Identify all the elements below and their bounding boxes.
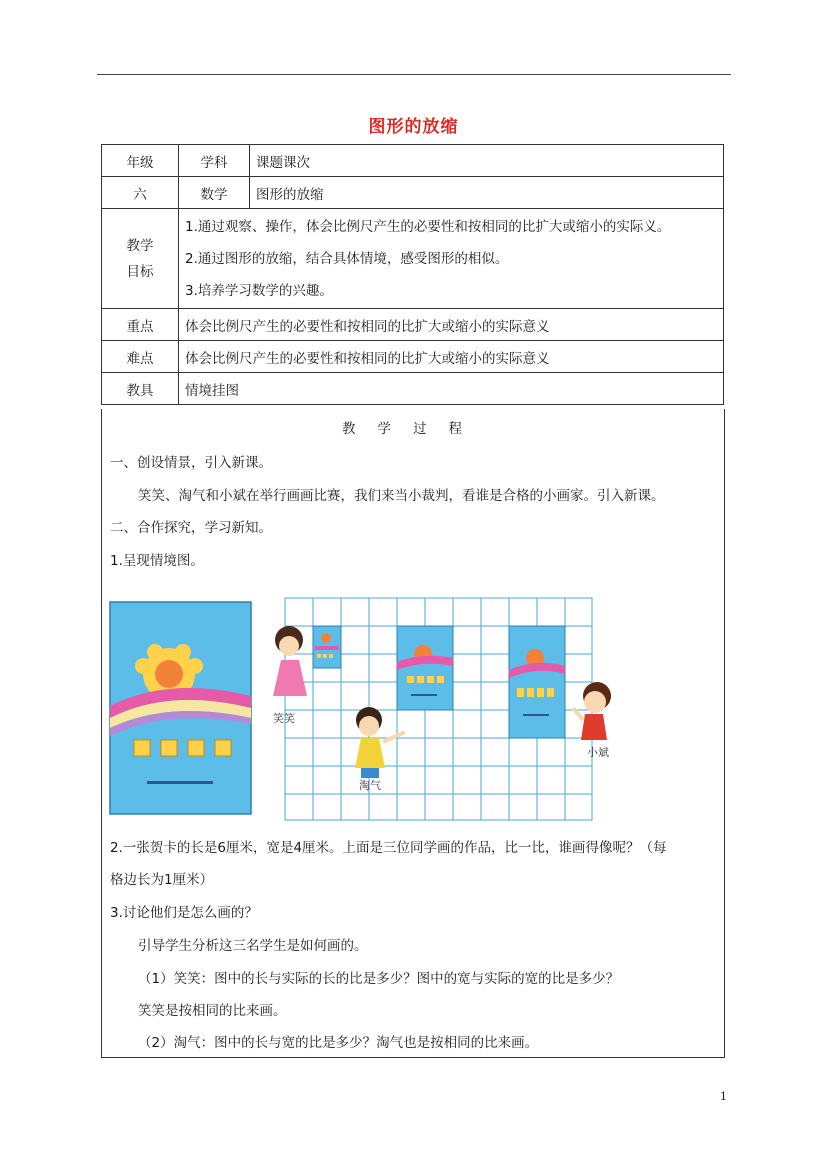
process-title: 教学过程 [342,421,484,437]
medium-drawing [397,626,453,710]
process-line: 笑笑是按相同的比来画。 [138,1003,287,1019]
table-row [102,309,724,341]
goals-label [102,209,179,309]
header-rule [97,74,731,75]
process-line: （1）笑笑：图中的长与实际的长的比是多少？图中的宽与实际的宽的比是多少？ [138,971,620,987]
process-line: 3.讨论他们是怎么画的？ [110,905,258,921]
goals-cell [179,209,724,309]
greeting-card [110,602,251,814]
page-title: 图形的放缩 [368,117,459,137]
key-label: 重点 [102,309,179,341]
table-row [102,209,724,309]
process-line: 笑笑、淘气和小斌在举行画画比赛，我们来当小裁判，看谁是合格的小画家。引入新课。 [138,488,665,504]
process-line: 一、创设情景，引入新课。 [110,455,272,471]
key-text: 体会比例尺产生的必要性和按相同的比扩大或缩小的实际意义 [179,309,724,341]
grade-value: 六 [102,177,179,209]
page-number: 1 [720,1090,727,1103]
subject-value: 数学 [179,177,250,209]
goal-item: 1.通过观察、操作，体会比例尺产生的必要性和按相同的比扩大或缩小的实际义。 [185,218,671,235]
table-row [102,373,724,405]
process-line: 1.呈现情境图。 [110,553,204,569]
tools-text: 情境挂图 [179,373,724,405]
xiaobin-label: 小斌 [587,746,609,759]
tall-drawing [509,626,565,738]
process-line: 2.一张贺卡的长是6厘米，宽是4厘米。上面是三位同学画的作品，比一比，谁画得像呢？（每 [110,840,667,856]
goals-label-line: 目标 [126,263,154,280]
difficult-text: 体会比例尺产生的必要性和按相同的比扩大或缩小的实际意义 [179,341,724,373]
subject-header: 学科 [179,145,250,177]
difficult-label: 难点 [102,341,179,373]
process-line: （2）淘气：图中的长与宽的比是多少？淘气也是按相同的比来画。 [138,1035,539,1051]
table-row [102,145,724,177]
goals-label-line: 教学 [126,237,154,254]
taoqi-label: 淘气 [359,779,381,792]
xiaoxiao-label: 笑笑 [273,712,295,725]
lesson-value: 图形的放缩 [250,177,724,209]
table-row [102,341,724,373]
process-line: 二、合作探究，学习新知。 [110,520,272,536]
process-line: 引导学生分析这三名学生是如何画的。 [138,938,368,954]
goal-item: 2.通过图形的放缩，结合具体情境，感受图形的相似。 [185,250,509,267]
scene-illustration [109,596,609,821]
process-line: 格边长为1厘米） [110,872,214,888]
tools-label: 教具 [102,373,179,405]
lesson-header: 课题课次 [250,145,724,177]
grade-header: 年级 [102,145,179,177]
table-row [102,177,724,209]
lesson-info-table [101,144,724,405]
small-drawing [313,626,341,668]
goal-item: 3.培养学习数学的兴趣。 [185,282,333,299]
